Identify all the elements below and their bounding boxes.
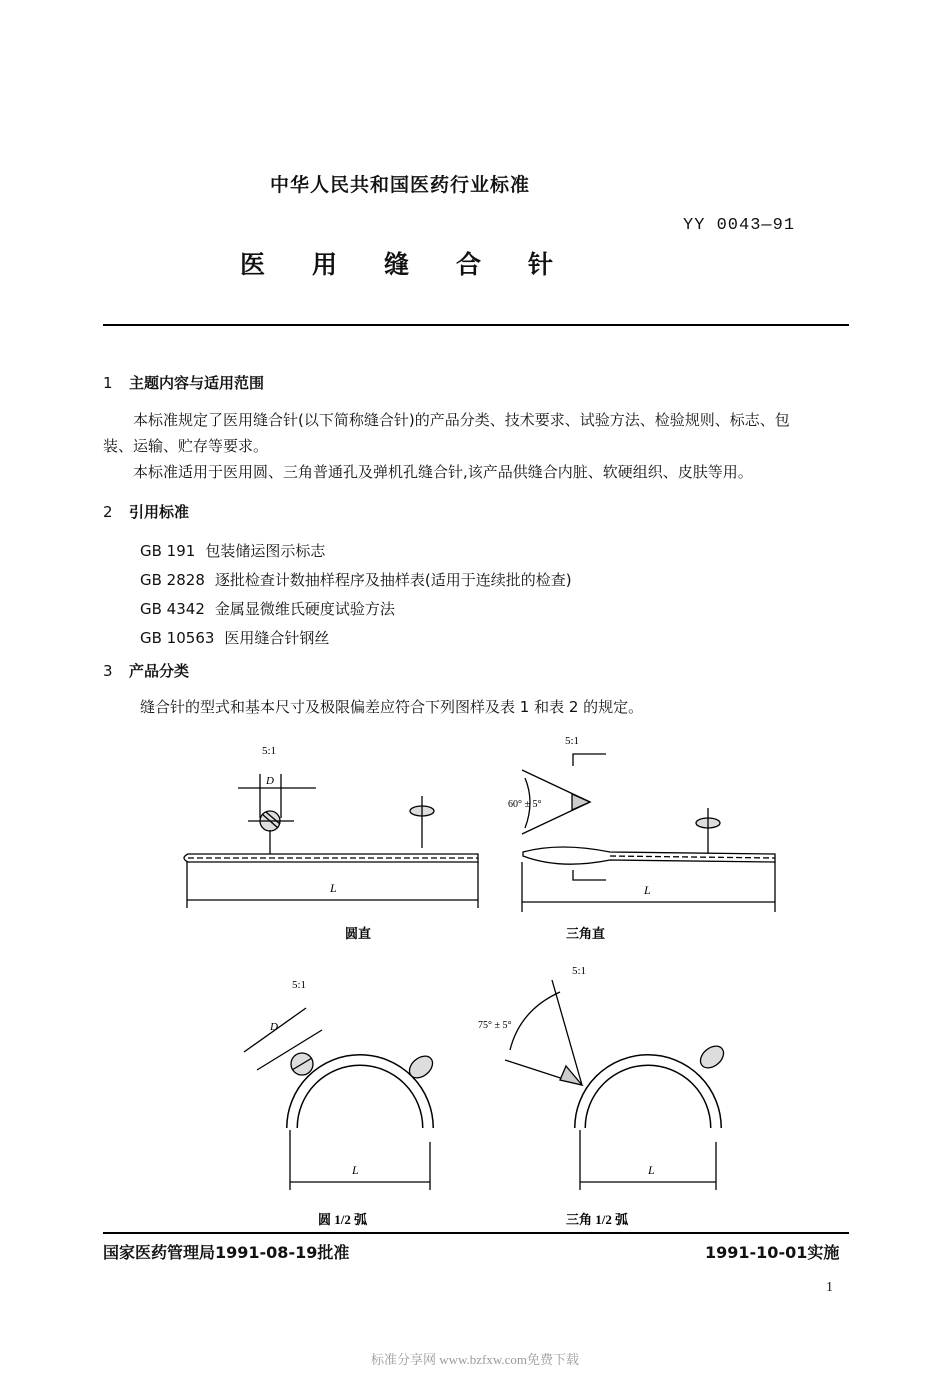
reference-title: 医用缝合针钢丝 [224, 629, 330, 647]
reference-item [140, 598, 572, 627]
scale-label: 5:1 [292, 979, 307, 991]
dim-d-label: D [266, 775, 274, 787]
reference-item [140, 540, 572, 569]
angle-label: 60° ± 5° [508, 799, 542, 810]
dim-l-label: L [648, 1163, 655, 1177]
section-title: 主题内容与适用范围 [129, 374, 265, 392]
approval-line: 国家医药管理局1991-08-19批准 [103, 1243, 350, 1262]
paragraph: 本标准适用于医用圆、三角普通孔及弹机孔缝合针,该产品供缝合内脏、软硬组织、皮肤等用。 [133, 463, 753, 481]
document-title [240, 245, 600, 281]
figure-caption: 三角 1/2 弧 [566, 1212, 629, 1227]
section-3-body: 缝合针的型式和基本尺寸及极限偏差应符合下列图样及表 1 和表 2 的规定。 [140, 698, 644, 716]
needle-drawings [0, 730, 950, 1230]
dim-l-label: L [352, 1163, 359, 1177]
dim-d-label: D [270, 1021, 278, 1033]
standard-code: YY 0043—91 [683, 216, 796, 235]
figure-caption: 圆 1/2 弧 [318, 1212, 368, 1227]
section-number: 1 [103, 374, 113, 392]
title-char: 缝 [384, 250, 410, 279]
section-title: 引用标准 [129, 503, 190, 521]
issuing-standard-heading: 中华人民共和国医药行业标准 [269, 174, 530, 196]
implementation-date: 1991-10-01实施 [705, 1243, 840, 1262]
figure-caption: 三角直 [566, 926, 606, 941]
figure-round-half-arc [244, 979, 437, 1190]
scale-label: 5:1 [572, 965, 587, 977]
section-number: 3 [103, 662, 113, 680]
reference-item [140, 569, 572, 598]
paragraph: 本标准规定了医用缝合针(以下简称缝合针)的产品分类、技术要求、试验方法、检验规则、标志、包 [133, 411, 790, 429]
reference-code: GB 4342 [140, 600, 205, 618]
scale-label: 5:1 [262, 745, 277, 757]
section-title: 产品分类 [129, 662, 190, 680]
reference-code: GB 191 [140, 542, 196, 560]
reference-title: 包装储运图示标志 [205, 542, 326, 560]
section-1-heading [103, 372, 264, 393]
reference-code: GB 10563 [140, 629, 215, 647]
title-char: 用 [312, 250, 338, 279]
title-char: 针 [528, 250, 554, 279]
reference-code: GB 2828 [140, 571, 205, 589]
dim-l-label: L [330, 881, 337, 895]
section-1-body [103, 407, 851, 485]
figure-caption: 圆直 [345, 926, 372, 941]
section-number: 2 [103, 503, 113, 521]
header-divider [103, 324, 849, 326]
figure-round-straight [184, 745, 478, 908]
reference-title: 金属显微维氏硬度试验方法 [214, 600, 395, 618]
reference-item [140, 627, 572, 656]
dim-l-label: L [644, 883, 651, 897]
footer-divider [103, 1232, 849, 1234]
reference-title: 逐批检查计数抽样程序及抽样表(适用于连续批的检查) [214, 571, 572, 589]
title-char: 医 [240, 250, 266, 279]
figure-triangle-half-arc [478, 965, 728, 1190]
scale-label: 5:1 [565, 735, 580, 747]
title-char: 合 [456, 250, 482, 279]
section-3-heading [103, 660, 189, 681]
watermark: 标准分享网 www.bzfxw.com免费下载 [370, 1352, 580, 1367]
page-number: 1 [826, 1280, 833, 1295]
paragraph: 装、运输、贮存等要求。 [103, 437, 269, 455]
figure-triangle-straight [508, 735, 775, 912]
reference-list [140, 540, 572, 656]
section-2-heading [103, 501, 189, 522]
angle-label: 75° ± 5° [478, 1020, 512, 1031]
